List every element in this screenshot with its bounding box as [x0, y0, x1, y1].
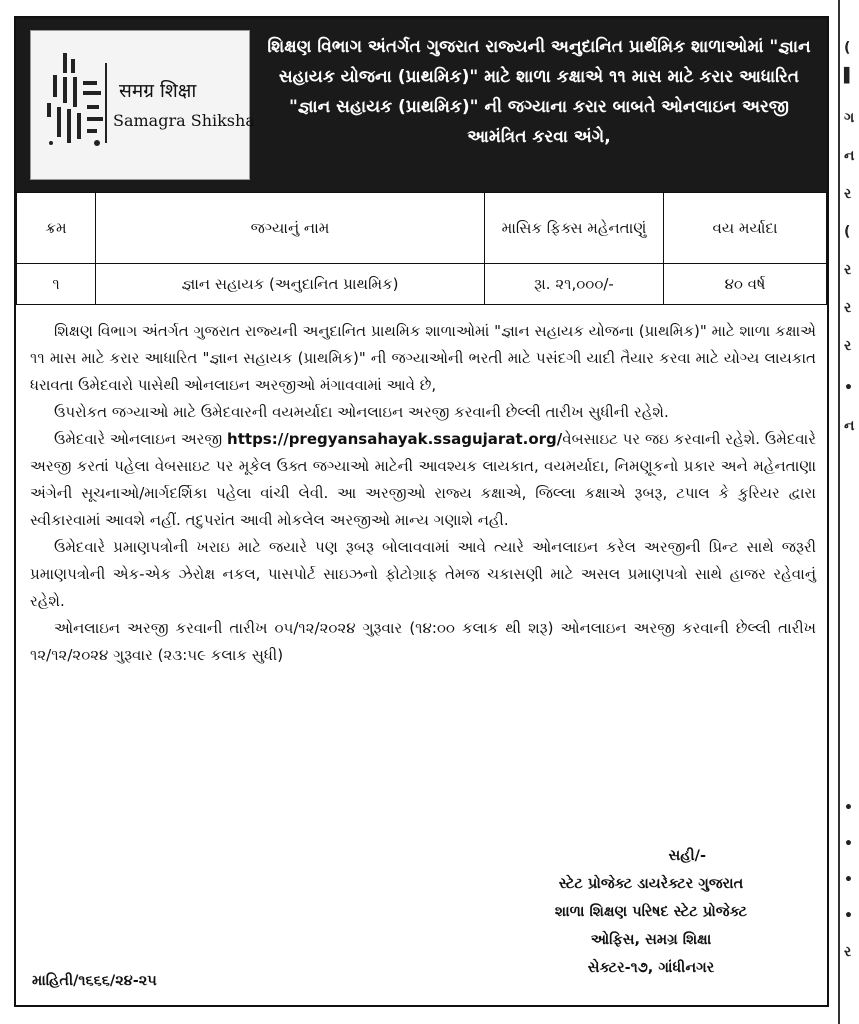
signatory-address: સેક્ટર-૧૭, ગાંધીનગર: [587, 960, 715, 976]
recruitment-notice: [14, 16, 829, 1007]
cut-text-fragment: (: [844, 224, 851, 240]
signatory-title: સ્ટેટ પ્રોજેક્ટ ડાયરેક્ટર ગુજરાત: [558, 876, 744, 892]
cut-text-fragment: ર: [844, 300, 852, 316]
cell-post-name: જ્ઞાન સહાયક (અનુદાનિત પ્રાથમિક): [96, 264, 485, 305]
signature-mark: સહી/-: [668, 848, 706, 864]
paragraph-intro: શિક્ષણ વિભાગ અંતર્ગત ગુજરાત રાજ્યની અનુદાનિત પ્રાથમિક શાળાઓમાં "જ્ઞાન સહાયક યોજના (પ્રાથમિક)" માટે શાળા કક્ષાએ ૧૧ માસ માટે કરાર આધારિત "જ્ઞાન સહાયક (પ્રાથમિક)" ની જગ્યાઓની ભરતી માટે પસંદગી યાદી તૈયાર કરવા માટે યોગ્ય લાયકાત ધરાવતા ઉમેદવારો પાસેથી ઓનલાઇન અરજીઓ મંગાવવામાં આવે છે,: [30, 322, 816, 394]
table-header-row: [17, 193, 827, 264]
paragraph-age-limit: ઉપરોકત જગ્યાઓ માટે ઉમેદવારની વયમર્યાદા ઓનલાઇન અરજી કરવાની છેલ્લી તારીખ સુધીની રહેશે.: [54, 403, 669, 421]
table-row: [17, 264, 827, 305]
notice-body: [30, 318, 816, 669]
paragraph-apply-online: [30, 426, 816, 534]
signatory-office: શાળા શિક્ષણ પરિષદ સ્ટેટ પ્રોજેક્ટ: [554, 904, 748, 920]
logo-english-text: Samagra Shiksha: [113, 111, 255, 130]
logo-emblem-icon: [43, 53, 113, 153]
cut-text-fragment: •: [844, 380, 853, 396]
cut-text-fragment: ન: [844, 148, 855, 164]
paragraph-dates: ઓનલાઇન અરજી કરવાની તારીખ ૦૫/૧૨/૨૦૨૪ ગુરૂવાર (૧૪:૦૦ કલાક થી શરૂ) ઓનલાઇન અરજી કરવાની છેલ્લી તારીખ ૧૨/૧૨/૨૦૨૪ ગુરૂવાર (૨૩:૫૯ કલાક સુધી): [30, 619, 816, 664]
col-header-serial: ક્રમ: [17, 193, 96, 264]
col-header-post-name: જગ્યાનું નામ: [96, 193, 485, 264]
cut-text-fragment: ન: [844, 418, 855, 434]
logo-hindi-text: समग्र शिक्षा: [119, 80, 197, 102]
cut-text-fragment: ર: [844, 944, 852, 960]
paragraph-documents: ઉમેદવારે પ્રમાણપત્રોની ખરાઇ માટે જયારે પણ રૂબરૂ બોલાવવામાં આવે ત્યારે ઓનલાઇન કરેલ અરજીની પ્રિન્ટ સાથે જરૂરી પ્રમાણપત્રોની એક-એક ઝેરોક્ષ નકલ, પાસપોર્ટ સાઇઝનો ફોટોગ્રાફ તેમજ ચકાસણી માટે અસલ પ્રમાણપત્રો સાથે હાજર રહેવાનું રહેશે.: [30, 538, 816, 610]
cut-text-fragment: ગ: [844, 110, 855, 126]
apply-text-rest: વેબસાઇટ પર જઇ કરવાની રહેશે. ઉમેદવારે અરજી કરતાં પહેલા વેબસાઇટ પર મૂકેલ ઉક્ત જગ્યાઓ માટેની આવશ્યક લાયકાત, વયમર્યાદા, નિમણૂકનો પ્રકાર અને મહેનતાણા અંગેની સૂચનાઓ/માર્ગદર્શિકા પહેલા વાંચી લેવી. આ અરજીઓ રાજ્ય કક્ષાએ, જિલ્લા કક્ષાએ રૂબરૂ, ટપાલ કે કુરિયર દ્વારા સ્વીકારવામાં આવશે નહીં. તદુપરાંત આવી મોકલેલ અરજીઓ માન્ય ગણાશે નહી.: [30, 430, 816, 529]
cell-serial: ૧: [17, 264, 96, 305]
cut-text-fragment: ▌: [844, 68, 855, 84]
cut-text-fragment: (: [844, 40, 851, 56]
signatory-office-name: ઓફિસ, સમગ્ર શિક્ષા: [590, 932, 712, 948]
col-header-salary: માસિક ફિક્સ મહેનતાણું: [485, 193, 664, 264]
col-header-age-limit: વય મર્યાદા: [664, 193, 827, 264]
cut-text-fragment: •: [844, 800, 853, 816]
cell-age-limit: ૪૦ વર્ષ: [664, 264, 827, 305]
signature-block: [486, 842, 816, 982]
adjacent-column-edge: [838, 0, 859, 1024]
cut-text-fragment: ર: [844, 262, 852, 278]
notice-title: શિક્ષણ વિભાગ અંતર્ગત ગુજરાત રાજ્યની અનુદાનિત પ્રાર્થમિક શાળાઓમાં "જ્ઞાન સહાયક યોજના (પ્રાથમિક)" માટે શાળા કક્ષાએ ૧૧ માસ માટે કરાર આધારિત "જ્ઞાન સહાયક (પ્રાથમિક)" ની જગ્યાના કરાર બાબતે ઓનલાઇન અરજી આમંત્રિત કરવા અંગે,: [267, 37, 811, 147]
samagra-shiksha-logo: [30, 30, 255, 180]
cut-text-fragment: •: [844, 836, 853, 852]
cut-text-fragment: ર: [844, 186, 852, 202]
application-website-link[interactable]: https://pregyansahayak.ssagujarat.org/: [227, 430, 563, 448]
apply-text-lead: ઉમેદવારે ઓનલાઇન અરજી: [54, 430, 228, 448]
cell-salary: રૂા. ૨૧,૦૦૦/-: [485, 264, 664, 305]
cut-text-fragment: •: [844, 872, 853, 888]
cut-text-fragment: •: [844, 908, 853, 924]
notice-header: [16, 18, 827, 192]
reference-number: માહિતી/૧૬૬૬/૨૪-૨૫: [32, 973, 157, 989]
posts-table: [16, 192, 827, 305]
cut-text-fragment: ર: [844, 338, 852, 354]
